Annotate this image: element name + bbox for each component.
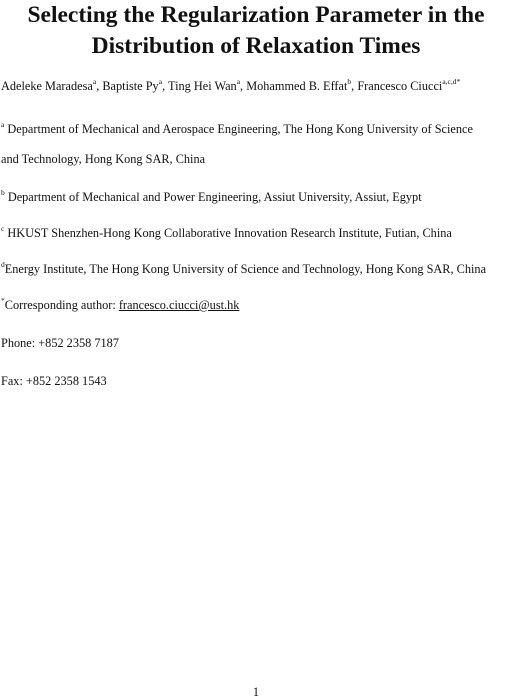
affiliation-text: Department of Mechanical and Aerospace Engineering, The Hong Kong University of Science xyxy=(4,122,473,136)
author-affiliation-mark: a xyxy=(236,76,241,86)
author-affiliation-mark: a xyxy=(92,76,97,86)
author-affiliation-mark: b xyxy=(347,76,352,86)
affiliation-c xyxy=(1,225,452,241)
affiliation-text: HKUST Shenzhen-Hong Kong Collaborative Innovation Research Institute, Futian, China xyxy=(4,226,452,240)
affiliation-mark: a xyxy=(1,119,5,129)
affiliation-text: Department of Mechanical and Power Engineering, Assiut University, Assiut, Egypt xyxy=(4,190,422,204)
affiliation-b xyxy=(1,189,422,205)
affiliation-mark: d xyxy=(1,259,5,269)
phone-number: Phone: +852 2358 7187 xyxy=(1,336,119,350)
affiliation-text: and Technology, Hong Kong SAR, China xyxy=(1,152,206,166)
author-separator: , xyxy=(240,79,247,93)
author-name: Ting Hei Wan xyxy=(168,79,237,93)
author-name: Baptiste Py xyxy=(102,79,159,93)
title-line-2: Distribution of Relaxation Times xyxy=(91,33,421,59)
page-number: 1 xyxy=(252,685,260,699)
author-separator: , xyxy=(162,79,168,93)
author-name: Adeleke Maradesa xyxy=(1,79,93,93)
affiliation-mark: c xyxy=(1,223,5,233)
affiliation-a-continued xyxy=(1,151,205,167)
paper-title xyxy=(0,0,512,62)
affiliation-d xyxy=(1,261,486,277)
affiliation-mark: b xyxy=(1,187,5,197)
affiliation-a xyxy=(1,121,473,137)
author-affiliation-mark: a xyxy=(158,76,163,86)
email-link[interactable]: francesco.ciucci@ust.hk xyxy=(118,298,240,312)
corresponding-mark: * xyxy=(1,295,5,305)
author-separator: , xyxy=(351,79,358,93)
affiliation-text: Energy Institute, The Hong Kong University of Science and Technology, Hong Kong SAR, China xyxy=(4,262,487,276)
author-separator: , xyxy=(96,79,103,93)
corresponding-label: Corresponding author: xyxy=(4,298,119,312)
title-line-1: Selecting the Regularization Parameter in the xyxy=(27,2,485,28)
author-list xyxy=(1,78,460,94)
author-affiliation-mark: a,c,d* xyxy=(442,76,461,86)
author-name: Francesco Ciucci xyxy=(357,79,443,93)
fax-number: Fax: +852 2358 1543 xyxy=(1,374,107,388)
author-name: Mohammed B. Effat xyxy=(246,79,348,93)
corresponding-author xyxy=(1,297,239,313)
